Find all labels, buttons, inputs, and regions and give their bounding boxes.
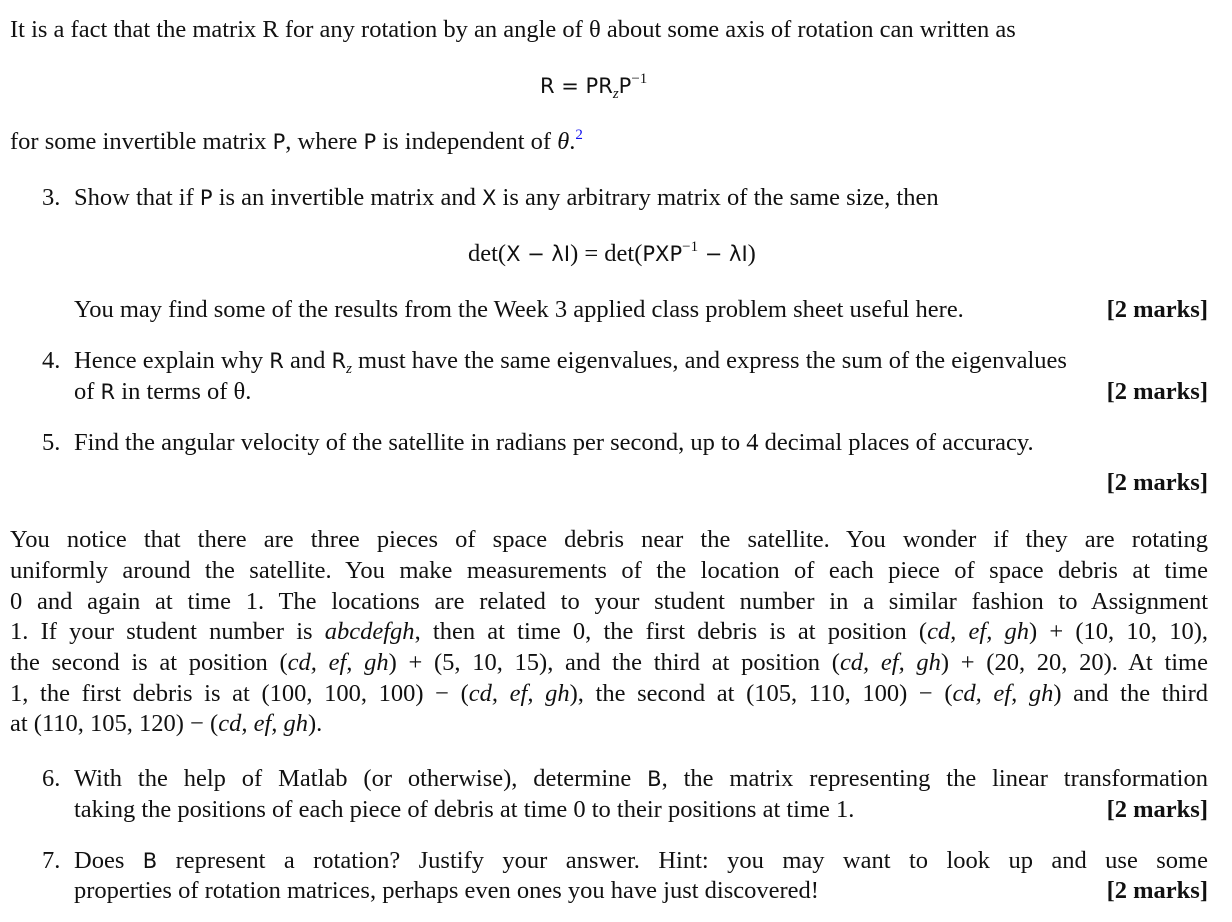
intro-line-1 (10, 14, 1016, 45)
question-3-note: You may find some of the results from the Week 3 applied class problem sheet useful here. (74, 296, 964, 323)
student-number-var: abcdefgh (324, 618, 415, 645)
equation-determinant (468, 238, 756, 270)
question-number-5: 5. (42, 429, 61, 456)
text: ) + (10, 10, 10), (1029, 618, 1208, 645)
matrix-R: R (269, 349, 284, 373)
text: . (569, 128, 576, 155)
question-6-line-2: taking the positions of each piece of debris at time 0 to their positions at time 1. (74, 796, 855, 823)
text: and (283, 347, 332, 374)
question-number-6: 6. (42, 765, 61, 792)
eq-Rz: R (598, 74, 613, 98)
eq-R: R (540, 74, 555, 98)
vector-vars: cd, ef, gh (218, 710, 309, 737)
eq-equals-P: = P (554, 74, 599, 98)
subscript-z: z (346, 361, 352, 377)
vector-vars: cd, ef, gh (952, 680, 1054, 707)
text: , then at time 0, the first debris is at position ( (414, 618, 928, 645)
text: is independent of (376, 128, 558, 155)
question-number-7: 7. (42, 847, 61, 874)
matrix-P: P (272, 130, 286, 154)
text: , the matrix representing the linear transformation (661, 765, 1208, 792)
eq-PXP: PXP (642, 242, 683, 266)
debris-line-6 (10, 678, 1208, 709)
eq-det: ) = det( (570, 240, 643, 267)
text: , where (285, 128, 364, 155)
text: ), the second at (105, 110, 100) − ( (569, 680, 953, 707)
matrix-B: B (647, 767, 662, 791)
eq-lambda-I: − λI (698, 242, 748, 266)
text: in terms of θ. (115, 378, 252, 405)
text: Does (74, 847, 143, 874)
matrix-Rz: R (331, 349, 347, 373)
footnote-link[interactable]: 2 (575, 127, 583, 143)
text: is any arbitrary matrix of the same size, then (496, 184, 939, 211)
text: ) + (20, 20, 20). At time (940, 649, 1208, 676)
marks-label: [2 marks] (1106, 296, 1208, 323)
eq-det: det( (468, 240, 507, 267)
question-6-line-1 (74, 763, 1208, 795)
question-3-text (74, 182, 939, 214)
question-7-line-2: properties of rotation matrices, perhaps even ones you have just discovered! (74, 877, 819, 904)
debris-line-2: uniformly around the satellite. You make measurements of the location of each piece of space debris at time (10, 557, 1208, 584)
eq-P: P (618, 74, 632, 98)
text: ) + (5, 10, 15), and the third at position ( (388, 649, 840, 676)
question-4-line-1 (74, 345, 1067, 377)
text: is an invertible matrix and (212, 184, 483, 211)
matrix-X: X (482, 186, 497, 210)
text: of (74, 378, 101, 405)
debris-line-1: You notice that there are three pieces of space debris near the satellite. You wonder if they are rotating (10, 526, 1208, 553)
matrix-P: P (199, 186, 213, 210)
text: Show that if (74, 184, 200, 211)
eq-superscript: −1 (682, 239, 699, 255)
question-5-text: Find the angular velocity of the satellite in radians per second, up to 4 decimal places of accuracy. (74, 429, 1034, 456)
question-number-3: 3. (42, 184, 61, 211)
text: the second is at position ( (10, 649, 288, 676)
matrix-R: R (100, 380, 116, 404)
marks-label: [2 marks] (1106, 378, 1208, 405)
marks-label: [2 marks] (1106, 796, 1208, 823)
equation-rotation (540, 70, 647, 102)
text: 1. If your student number is (10, 618, 325, 645)
text: With the help of Matlab (or otherwise), determine (74, 765, 648, 792)
text: ). (308, 710, 323, 737)
text: 1, the first debris is at (100, 100, 100) − ( (10, 680, 469, 707)
vector-vars: cd, ef, gh (927, 618, 1030, 645)
matrix-P: P (363, 130, 377, 154)
eq-subscript-z: z (612, 86, 619, 102)
debris-line-4 (10, 616, 1208, 647)
theta: θ (557, 128, 570, 155)
debris-line-3: 0 and again at time 1. The locations are related to your student number in a similar fashion to Assignment (10, 588, 1208, 615)
matrix-B: B (142, 849, 158, 873)
question-4-line-2 (74, 376, 251, 408)
text: represent a rotation? Justify your answer. Hint: you may want to look up and use some (157, 847, 1208, 874)
text: must have the same eigenvalues, and express the sum of the eigenvalues (351, 347, 1067, 374)
debris-line-7 (10, 708, 322, 739)
vector-vars: cd, ef, gh (468, 680, 570, 707)
marks-label: [2 marks] (1106, 877, 1208, 904)
text: ) and the third (1053, 680, 1208, 707)
text: at (110, 105, 120) − ( (10, 710, 219, 737)
text: Hence explain why (74, 347, 270, 374)
eq-superscript: −1 (631, 71, 648, 87)
question-7-line-1 (74, 845, 1208, 877)
marks-label: [2 marks] (1106, 469, 1208, 496)
eq-X-lambda: X − λI (506, 242, 571, 266)
debris-line-5 (10, 647, 1208, 678)
intro-text: It is a fact that the matrix R for any rotation by an angle of θ about some axis of rotation can written as (10, 16, 1016, 43)
question-number-4: 4. (42, 347, 61, 374)
vector-vars: cd, ef, gh (839, 649, 941, 676)
intro-line-2 (10, 126, 583, 158)
vector-vars: cd, ef, gh (287, 649, 389, 676)
eq-paren: ) (747, 240, 756, 267)
text: for some invertible matrix (10, 128, 273, 155)
